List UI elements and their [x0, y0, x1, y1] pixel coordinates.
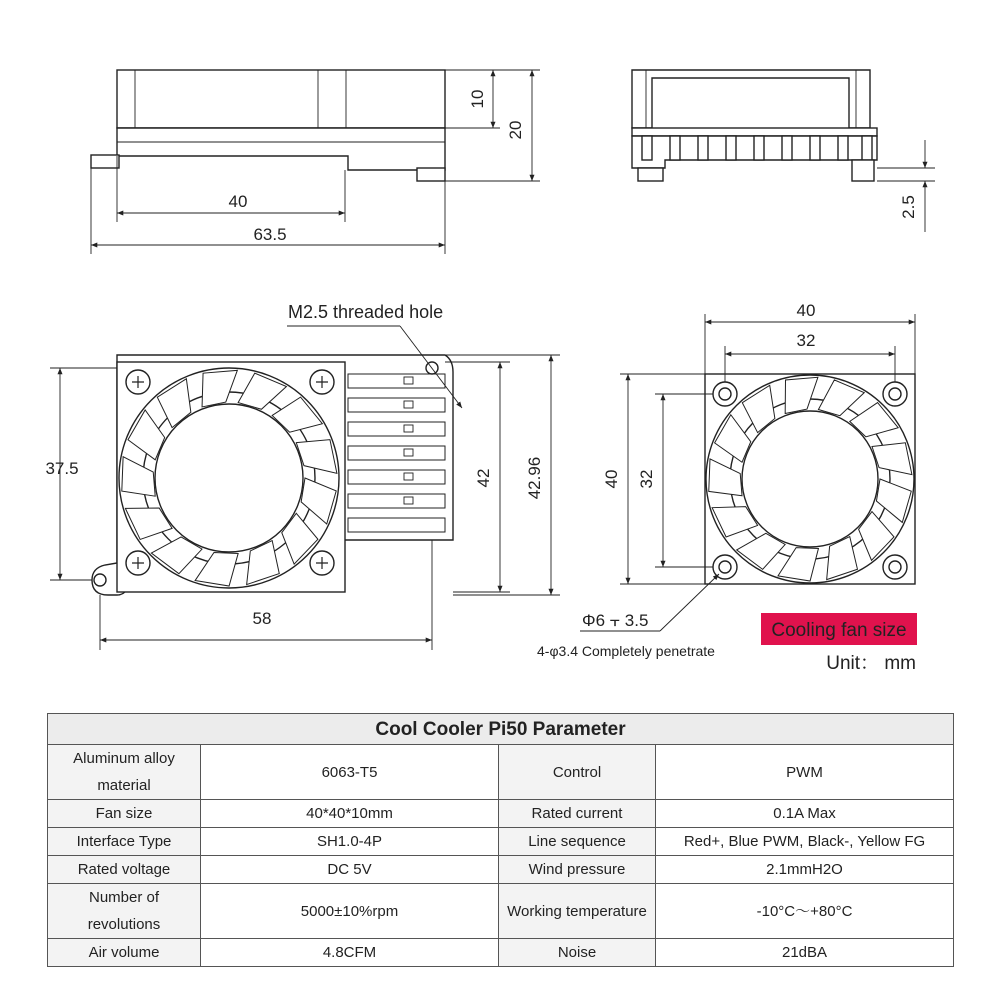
param-label: Working temperature [499, 884, 656, 939]
dim-top-10: 10 [468, 89, 487, 109]
param-label: Air volume [48, 939, 201, 967]
param-label: Fan size [48, 800, 201, 828]
front-view [45, 302, 560, 650]
heatsink-base [117, 128, 445, 170]
table-row [48, 856, 954, 884]
dim-side-2-5: 2.5 [899, 195, 918, 219]
param-value: 5000±10%rpm [201, 884, 499, 939]
fan-rotor [119, 368, 339, 588]
parameter-table [47, 713, 954, 967]
table-row [48, 745, 954, 800]
counterbore-note: Φ6 ⫟ 3.5 [582, 611, 649, 630]
dim-top-40: 40 [228, 192, 248, 211]
mount-tab-right [417, 168, 445, 181]
param-value: 2.1mmH2O [656, 856, 954, 884]
dim-fan-32-h: 32 [637, 469, 656, 489]
param-label: Rated current [499, 800, 656, 828]
table-row [48, 939, 954, 967]
dim-front-42: 42 [474, 468, 493, 488]
dim-fan-40-h: 40 [602, 469, 621, 489]
dim-fan-32-w: 32 [796, 331, 816, 350]
param-label: Control [499, 745, 656, 800]
fan-frame-side [632, 70, 870, 128]
dim-fan-40-w: 40 [796, 301, 816, 320]
param-label: Noise [499, 939, 656, 967]
fan-view [537, 301, 917, 674]
param-value: PWM [656, 745, 954, 800]
param-value: 4.8CFM [201, 939, 499, 967]
param-label: Aluminum alloy material [48, 745, 201, 800]
top-view [91, 70, 540, 254]
through-hole-note: 4-φ3.4 Completely penetrate [537, 643, 715, 659]
param-value: 0.1A Max [656, 800, 954, 828]
param-value: DC 5V [201, 856, 499, 884]
dim-top-63-5: 63.5 [253, 225, 287, 244]
dim-top-20: 20 [506, 120, 525, 140]
param-value: SH1.0-4P [201, 828, 499, 856]
param-value: 21dBA [656, 939, 954, 967]
cooling-fan-rotor [706, 375, 914, 583]
cooling-fan-size-badge-text: Cooling fan size [771, 620, 907, 641]
param-value: 40*40*10mm [201, 800, 499, 828]
param-value: -10°C～+80°C [656, 884, 954, 939]
param-value: Red+, Blue PWM, Black-, Yellow FG [656, 828, 954, 856]
fin-slots [348, 374, 445, 532]
table-row [48, 800, 954, 828]
side-view [632, 70, 935, 232]
threaded-hole-note: M2.5 threaded hole [288, 302, 444, 322]
fan-block [117, 70, 445, 128]
unit-label: Unit： mm [826, 653, 916, 674]
param-label: Interface Type [48, 828, 201, 856]
dim-front-42-96: 42.96 [525, 456, 544, 500]
dim-front-58: 58 [252, 609, 272, 628]
heatsink-fins [632, 136, 877, 181]
parameter-table-title: Cool Cooler Pi50 Parameter [48, 714, 954, 745]
mount-tab-left [91, 155, 119, 168]
param-label: Line sequence [499, 828, 656, 856]
table-row [48, 828, 954, 856]
param-label: Wind pressure [499, 856, 656, 884]
param-label: Rated voltage [48, 856, 201, 884]
dim-front-37-5: 37.5 [45, 459, 79, 478]
table-row [48, 884, 954, 939]
param-value: 6063-T5 [201, 745, 499, 800]
param-label: Number of revolutions [48, 884, 201, 939]
mount-hole-left [94, 574, 106, 586]
